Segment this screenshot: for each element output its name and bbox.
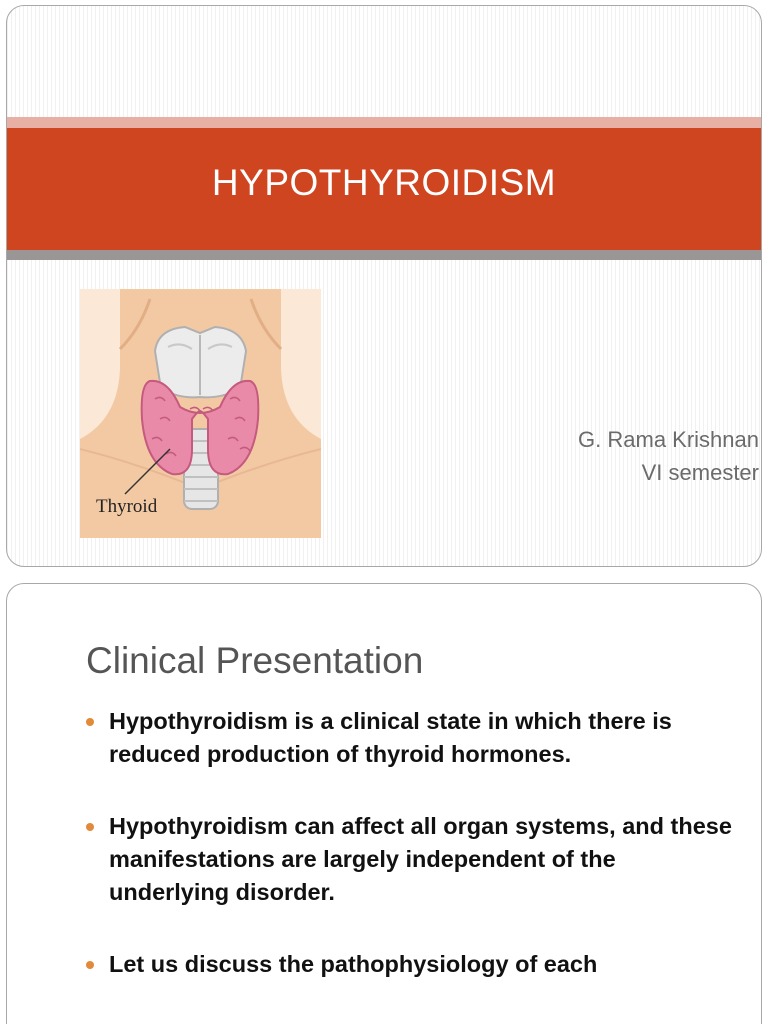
- bullet-item: [81, 810, 741, 909]
- bullet-text: Let us discuss the pathophysiology of each: [109, 951, 598, 977]
- title-slide: [6, 5, 762, 567]
- title-band: [7, 128, 761, 250]
- slide-title: HYPOTHYROIDISM: [211, 162, 557, 203]
- author-name: G. Rama Krishnan: [578, 427, 759, 452]
- bullet-dot-icon: [86, 718, 94, 726]
- bullet-item: [81, 705, 741, 771]
- bullet-dot-icon: [86, 823, 94, 831]
- bullet-text: Hypothyroidism can affect all organ systems, and these manifestations are largely independent of the underlying disorder.: [109, 813, 732, 905]
- bullet-list: [81, 705, 741, 1020]
- content-slide: [6, 583, 762, 1024]
- title-band-bottom-stripe: [7, 250, 761, 260]
- bullet-text: Hypothyroidism is a clinical state in which there is reduced production of thyroid hormones.: [109, 708, 672, 767]
- thyroid-illustration: [80, 289, 321, 538]
- title-band-top-stripe: [7, 117, 761, 128]
- bullet-item: [81, 948, 741, 981]
- bullet-dot-icon: [86, 961, 94, 969]
- semester-label: VI semester: [641, 460, 759, 485]
- section-heading: Clinical Presentation: [86, 640, 424, 681]
- subtitle-block: [578, 423, 759, 489]
- thyroid-illustration-svg: [80, 289, 321, 538]
- thyroid-label: Thyroid: [96, 496, 158, 517]
